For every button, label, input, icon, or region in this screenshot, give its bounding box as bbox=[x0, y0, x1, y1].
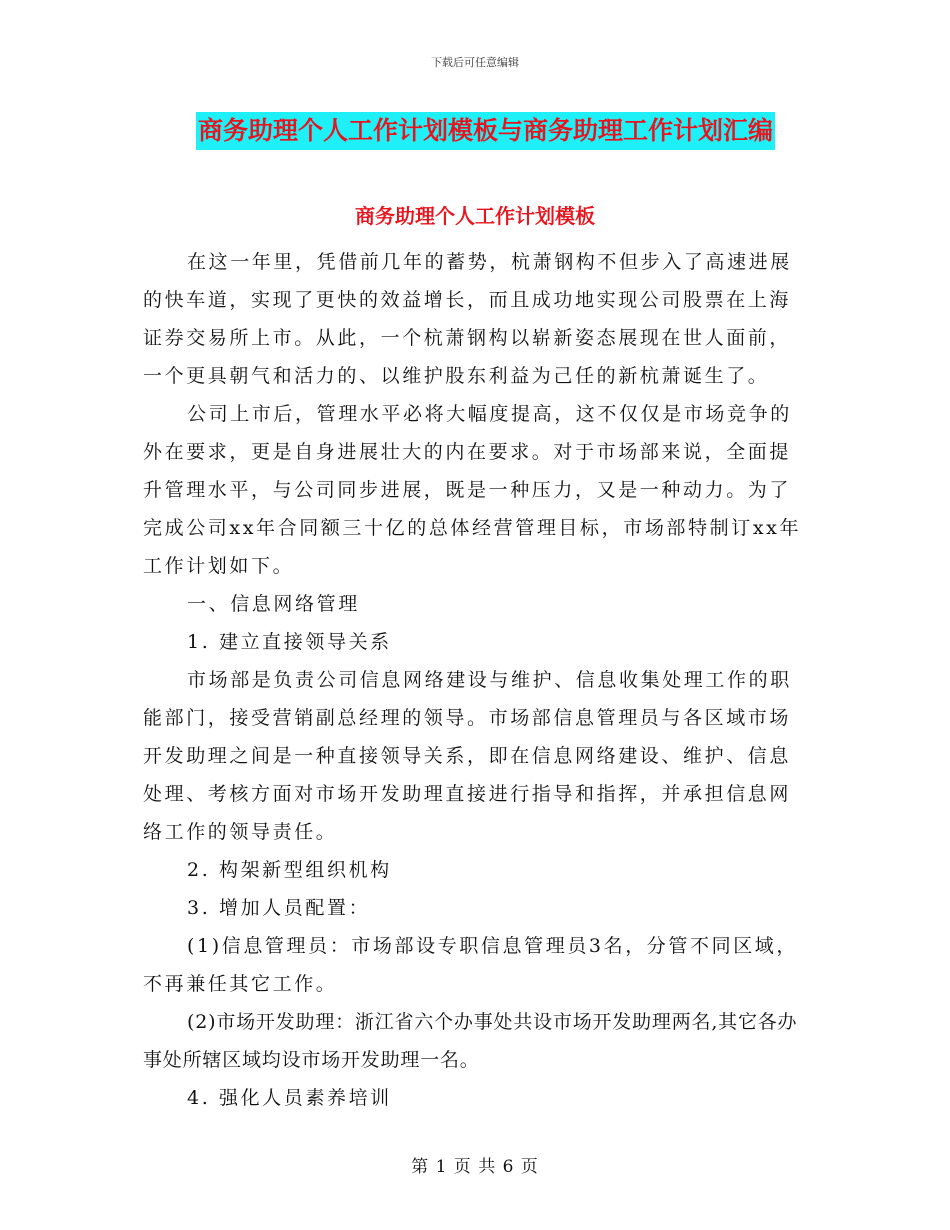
paragraph: (2)市场开发助理：浙江省六个办事处共设市场开发助理两名,其它各办事处所辖区域均设市场开发助理一名。 bbox=[143, 1011, 798, 1071]
heading-item: 3. 增加人员配置： bbox=[187, 897, 371, 919]
page-footer: 第 1 页 共 6 页 bbox=[411, 1157, 539, 1177]
paragraph: 市场部是负责公司信息网络建设与维护、信息收集处理工作的职能部门，接受营销副总经理的领导。市场部信息管理员与各区域市场开发助理之间是一种直接领导关系，即在信息网络建设、维护、信息处理、考核方面对市场开发助理直接进行指导和指挥，并承担信息网络工作的领导责任。 bbox=[143, 669, 792, 843]
header-note: 下载后可任意编辑 bbox=[431, 56, 519, 69]
heading-item: 2. 构架新型组织机构 bbox=[187, 859, 392, 881]
section-title: 商务助理个人工作计划模板 bbox=[355, 204, 595, 228]
paragraph: 在这一年里，凭借前几年的蓄势，杭萧钢构不但步入了高速进展的快车道，实现了更快的效益增长，而且成功地实现公司股票在上海证券交易所上市。从此，一个杭萧钢构以崭新姿态展现在世人面前，一个更具朝气和活力的、以维护股东利益为己任的新杭萧诞生了。 bbox=[143, 251, 792, 387]
document-body bbox=[143, 243, 807, 1117]
heading-item: 4. 强化人员素养培训 bbox=[187, 1087, 392, 1109]
heading-item: 一、信息网络管理 bbox=[187, 593, 360, 615]
paragraph: (1)信息管理员：市场部设专职信息管理员3名，分管不同区域，不再兼任其它工作。 bbox=[143, 935, 799, 995]
heading-item: 1. 建立直接领导关系 bbox=[187, 631, 392, 653]
document-main-title: 商务助理个人工作计划模板与商务助理工作计划汇编 bbox=[196, 112, 775, 150]
paragraph: 公司上市后，管理水平必将大幅度提高，这不仅仅是市场竞争的外在要求，更是自身进展壮大的内在要求。对于市场部来说，全面提升管理水平，与公司同步进展，既是一种压力，又是一种动力。为了完成公司xx年合同额三十亿的总体经营管理目标，市场部特制订xx年工作计划如下。 bbox=[143, 403, 802, 577]
